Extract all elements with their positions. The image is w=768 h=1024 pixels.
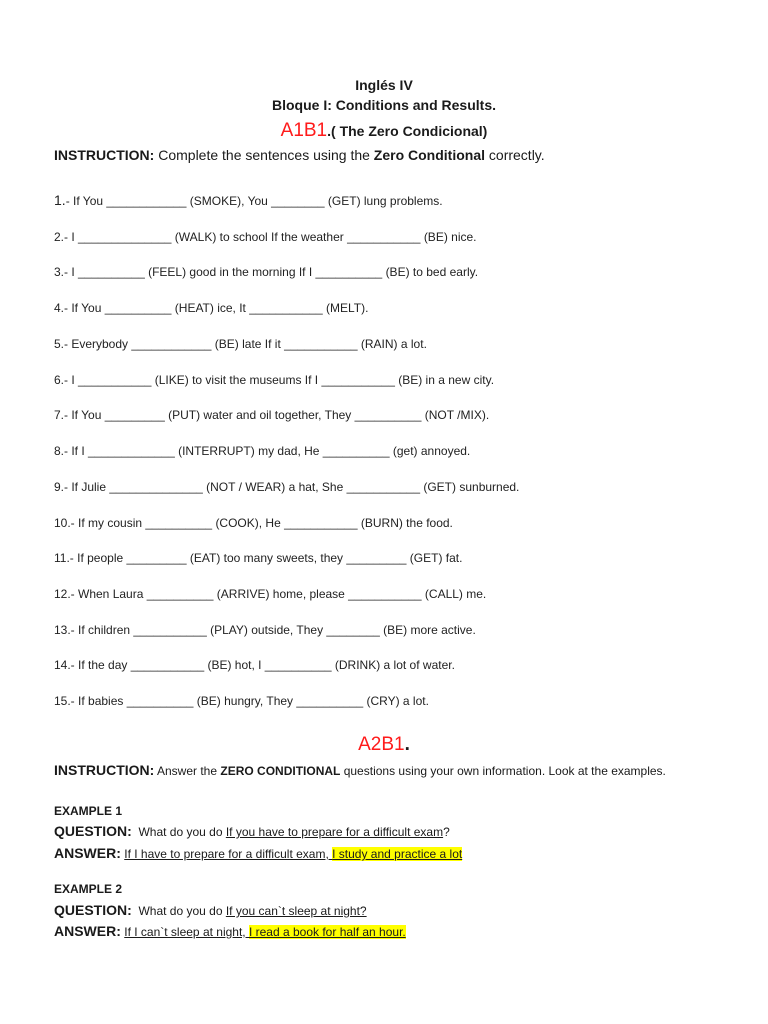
section-title	[0, 120, 768, 142]
example-1-question	[54, 823, 450, 839]
section-subtitle: .( The Zero Condicional)	[327, 123, 488, 139]
exercise-item: 7.- If You _________ (PUT) water and oil together, They __________ (NOT /MIX).	[54, 408, 490, 422]
exercise-item: 3.- I __________ (FEEL) good in the morning If I __________ (BE) to bed early.	[54, 265, 479, 279]
answer-underlined: If I can`t sleep at night,	[124, 925, 249, 939]
answer-highlight: I study and practice a lot	[332, 847, 463, 861]
answer-underlined: If I have to prepare for a difficult exam,	[124, 847, 333, 861]
exercise-item: 13.- If children ___________ (PLAY) outside, They ________ (BE) more active.	[54, 623, 476, 637]
exercise-item: 10.- If my cousin __________ (COOK), He ___________ (BURN) the food.	[54, 516, 453, 530]
exercise-item: 6.- I ___________ (LIKE) to visit the museums If I ___________ (BE) in a new city.	[54, 373, 495, 387]
answer-label: ANSWER:	[54, 845, 121, 861]
example-1-label: EXAMPLE 1	[54, 804, 123, 818]
section-2-dot: .	[404, 734, 410, 755]
exercise-item: 15.- If babies __________ (BE) hungry, They __________ (CRY) a lot.	[54, 694, 429, 708]
instruction-2-bold: ZERO CONDITIONAL	[220, 764, 341, 778]
exercise-text: - If You ____________ (SMOKE), You ________ (GET) lung problems.	[65, 194, 443, 208]
exercise-item: 11.- If people _________ (EAT) too many sweets, they _________ (GET) fat.	[54, 551, 463, 565]
instruction-bold: Zero Conditional	[373, 147, 486, 163]
example-1-answer	[54, 845, 462, 861]
exercise-item: 9.- If Julie ______________ (NOT / WEAR) a hat, She ___________ (GET) sunburned.	[54, 480, 520, 494]
instruction-2-label: INSTRUCTION:	[54, 762, 155, 778]
course-title: Inglés IV	[355, 77, 413, 93]
exercise-item: 14.- If the day ___________ (BE) hot, I __________ (DRINK) a lot of water.	[54, 658, 455, 672]
question-label: QUESTION:	[54, 902, 132, 918]
section-2-code: A2B1	[358, 734, 405, 755]
example-2-label: EXAMPLE 2	[54, 882, 123, 896]
instruction-1	[54, 147, 545, 163]
question-prefix: What do you do	[131, 825, 226, 839]
instruction-text: Complete the sentences using the	[154, 147, 374, 163]
question-label: QUESTION:	[54, 823, 132, 839]
answer-label: ANSWER:	[54, 923, 121, 939]
example-2-question	[54, 902, 367, 918]
section-code: A1B1	[280, 120, 328, 141]
exercise-item: 2.- I ______________ (WALK) to school If the weather ___________ (BE) nice.	[54, 230, 477, 244]
section-2-title	[0, 734, 768, 756]
exercise-item: 8.- If I _____________ (INTERRUPT) my dad, He __________ (get) annoyed.	[54, 444, 471, 458]
instruction-text-end: correctly.	[485, 147, 545, 163]
question-underlined: If you can`t sleep at night?	[225, 904, 367, 918]
exercise-item: 5.- Everybody ____________ (BE) late If it ___________ (RAIN) a lot.	[54, 337, 427, 351]
instruction-2	[54, 762, 666, 778]
example-2-answer	[54, 923, 406, 939]
exercise-number: 1.	[54, 192, 66, 208]
answer-highlight: I read a book for half an hour.	[248, 925, 406, 939]
instruction-label: INSTRUCTION:	[54, 147, 155, 163]
question-suffix: ?	[443, 825, 450, 839]
exercise-item	[54, 192, 443, 208]
exercise-item: 12.- When Laura __________ (ARRIVE) home, please ___________ (CALL) me.	[54, 587, 487, 601]
instruction-2-text-end: questions using your own information. Look at the examples.	[340, 764, 666, 778]
block-title: Bloque I: Conditions and Results.	[272, 97, 496, 113]
question-underlined: If you have to prepare for a difficult exam	[225, 825, 444, 839]
instruction-2-text: Answer the	[154, 764, 221, 778]
question-prefix: What do you do	[131, 904, 226, 918]
exercise-item: 4.- If You __________ (HEAT) ice, It ___________ (MELT).	[54, 301, 369, 315]
